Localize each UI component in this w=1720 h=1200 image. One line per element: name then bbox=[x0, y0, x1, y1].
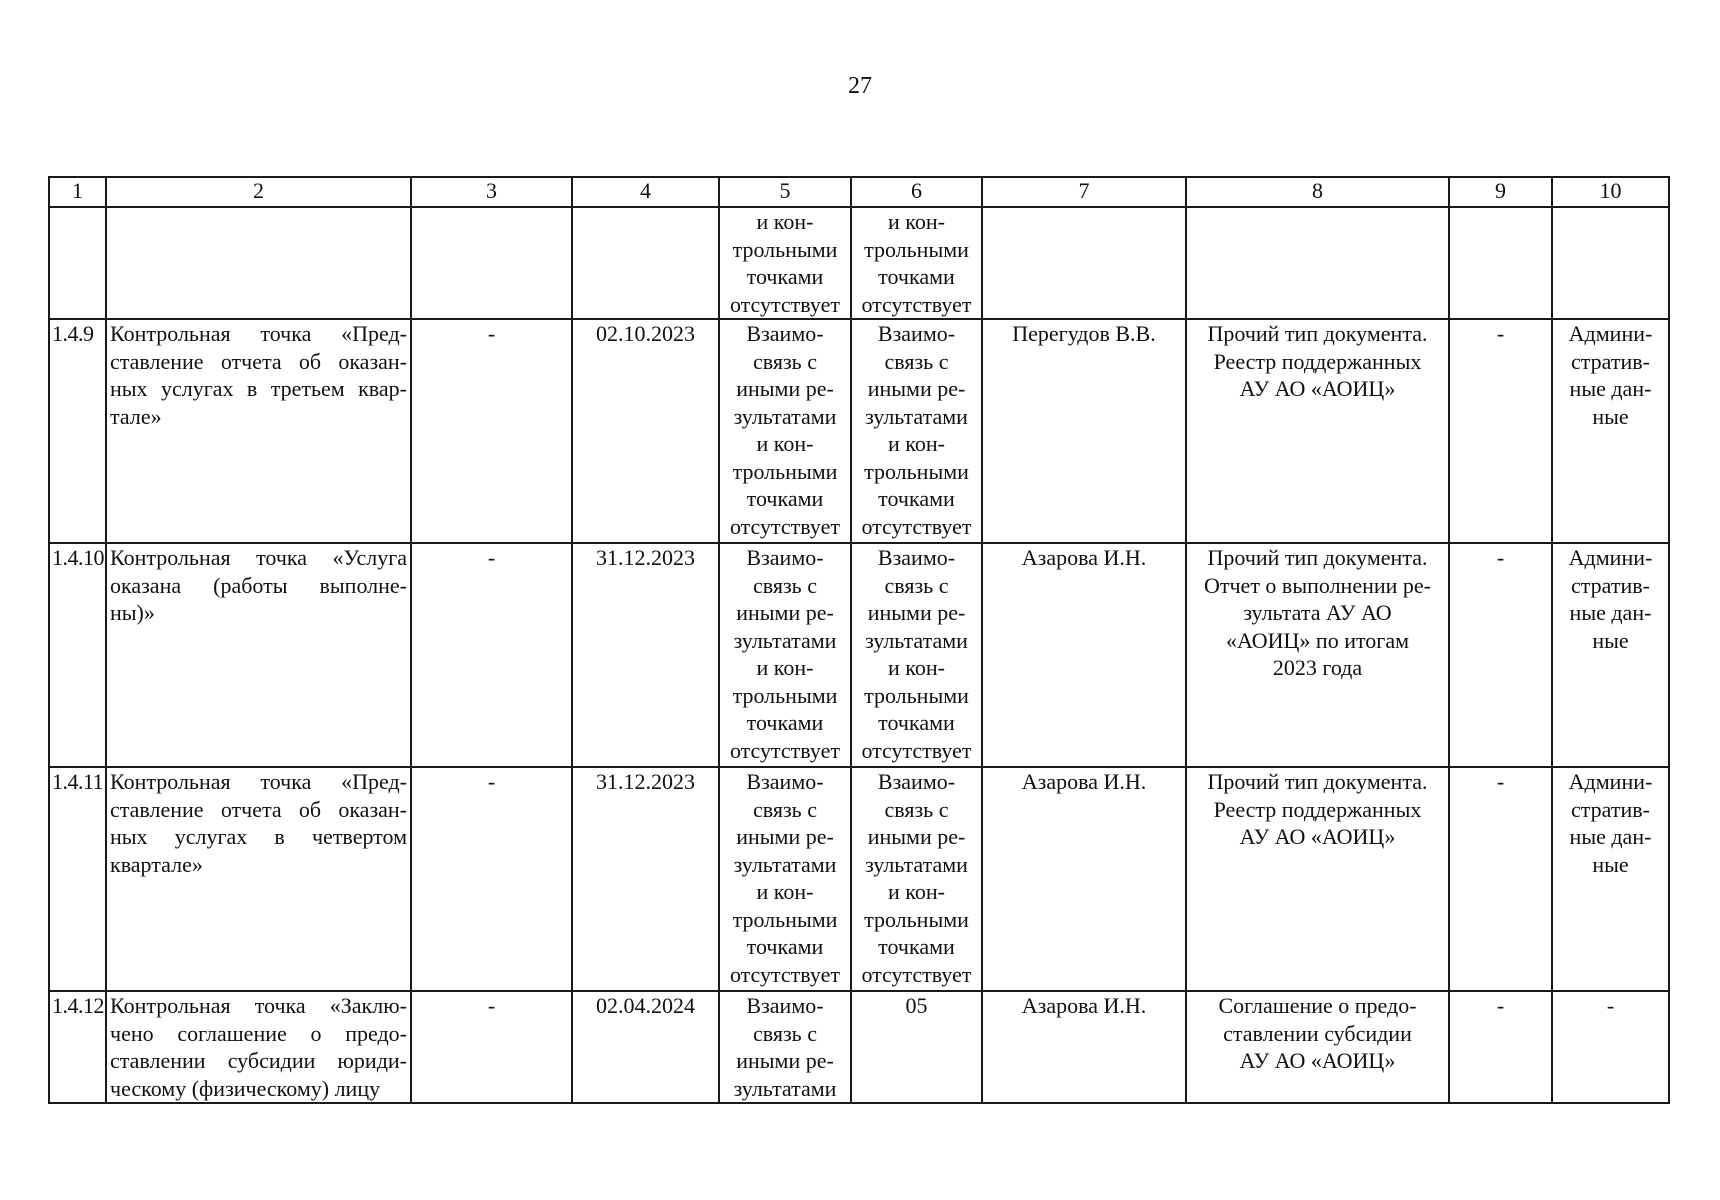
text-line: иными ре- bbox=[736, 1048, 834, 1073]
text-line: зультатами bbox=[865, 403, 968, 429]
cell-col10 bbox=[1552, 991, 1669, 1103]
text-line: трольными bbox=[864, 236, 969, 262]
text-line: АУ АО «АОИЦ» bbox=[1239, 376, 1396, 401]
text-line: Контрольная точка «Пред- bbox=[110, 769, 407, 794]
header-cell: 4 bbox=[572, 177, 719, 207]
text-line: зультатами bbox=[733, 627, 837, 653]
header-cell: 1 bbox=[49, 177, 106, 207]
text-line: «АОИЦ» по итогам bbox=[1225, 627, 1410, 653]
text-line: ные дан- bbox=[1569, 600, 1652, 625]
cell-col9: - bbox=[1449, 319, 1552, 543]
text-line: ставлении субсидии bbox=[1223, 1020, 1412, 1046]
text-line: стратив- bbox=[1571, 348, 1650, 374]
text-line: и кон- bbox=[756, 879, 814, 904]
text-line: ные дан- bbox=[1569, 824, 1652, 849]
responsible-cell: Азарова И.Н. bbox=[982, 543, 1186, 767]
name-cell bbox=[106, 767, 411, 991]
text-line: точками bbox=[746, 710, 824, 735]
text-line: точками bbox=[746, 934, 824, 959]
cell-col3: - bbox=[411, 543, 572, 767]
text-line: ны)» bbox=[110, 600, 155, 625]
date-cell: 02.04.2024 bbox=[572, 991, 719, 1103]
text-line: иными ре- bbox=[736, 600, 834, 625]
responsible-cell: Перегудов В.В. bbox=[982, 319, 1186, 543]
number-cell: 1.4.9 bbox=[49, 319, 106, 543]
cell-col3: - bbox=[411, 767, 572, 991]
document-cell bbox=[1186, 207, 1449, 319]
text-line: отсутствует bbox=[729, 291, 841, 317]
header-cell: 3 bbox=[411, 177, 572, 207]
relation-cell-col6 bbox=[851, 319, 982, 543]
text-line: ные дан- bbox=[1569, 376, 1652, 401]
text-line: ных услугах в четвертом bbox=[110, 824, 407, 849]
cell-col9 bbox=[1449, 207, 1552, 319]
text-line: и кон- bbox=[888, 655, 945, 680]
relation-cell-col5 bbox=[719, 991, 851, 1103]
text-line: Реестр поддержанных bbox=[1213, 348, 1422, 374]
header-row bbox=[49, 177, 1669, 207]
text-line: Отчет о выполнении ре- bbox=[1203, 572, 1432, 598]
number-cell: 1.4.11 bbox=[49, 767, 106, 991]
text-line: зультатами bbox=[733, 851, 837, 877]
text-line: и кон- bbox=[756, 209, 814, 234]
text-line: точками bbox=[878, 710, 955, 735]
continuation-row bbox=[49, 207, 1669, 319]
text-line: и кон- bbox=[756, 431, 814, 456]
text-line: отсутствует bbox=[861, 291, 972, 317]
text-line: и кон- bbox=[756, 655, 814, 680]
control-points-table bbox=[48, 176, 1670, 1104]
name-cell bbox=[106, 319, 411, 543]
page-number: 27 bbox=[848, 73, 872, 99]
text-line: ные bbox=[1592, 627, 1629, 653]
text-line: ческому (физическому) лицу bbox=[110, 1075, 381, 1101]
document-cell bbox=[1186, 543, 1449, 767]
text-line: стратив- bbox=[1571, 796, 1650, 822]
text-line: Прочий тип документа. bbox=[1207, 545, 1428, 570]
text-line: отсутствует bbox=[729, 513, 841, 539]
responsible-cell: Азарова И.Н. bbox=[982, 767, 1186, 991]
relation-cell-col6 bbox=[851, 207, 982, 319]
text-line: ные bbox=[1592, 851, 1629, 877]
header-cell: 6 bbox=[851, 177, 982, 207]
text-line: связь с bbox=[884, 796, 949, 822]
text-line: связь с bbox=[884, 572, 949, 598]
document-cell bbox=[1186, 991, 1449, 1103]
header-cell: 9 bbox=[1449, 177, 1552, 207]
text-line: ставлении субсидии юриди- bbox=[110, 1048, 407, 1073]
text-line: 05 bbox=[905, 993, 928, 1018]
text-line: отсутствует bbox=[729, 737, 841, 763]
date-cell: 31.12.2023 bbox=[572, 767, 719, 991]
cell-col9: - bbox=[1449, 767, 1552, 991]
relation-cell-col5 bbox=[719, 767, 851, 991]
text-line: трольными bbox=[732, 458, 838, 484]
cell-col9: - bbox=[1449, 543, 1552, 767]
text-line: зультата АУ АО bbox=[1243, 600, 1392, 625]
text-line: трольными bbox=[732, 906, 838, 932]
name-cell bbox=[106, 991, 411, 1103]
table-row bbox=[49, 991, 1669, 1103]
relation-cell-col6 bbox=[851, 767, 982, 991]
text-line: иными ре- bbox=[867, 824, 966, 849]
header-cell: 2 bbox=[106, 177, 411, 207]
text-line: Реестр поддержанных bbox=[1213, 796, 1422, 822]
text-line: точками bbox=[746, 486, 824, 511]
cell-col10 bbox=[1552, 767, 1669, 991]
text-line: Соглашение о предо- bbox=[1218, 993, 1417, 1018]
text-line: отсутствует bbox=[861, 513, 972, 539]
header-cell: 5 bbox=[719, 177, 851, 207]
cell-col10 bbox=[1552, 543, 1669, 767]
text-line: связь с bbox=[753, 796, 817, 822]
text-line: связь с bbox=[753, 1020, 817, 1046]
text-line: - bbox=[1606, 993, 1615, 1018]
text-line: ных услугах в третьем квар- bbox=[110, 376, 407, 401]
cell-col10 bbox=[1552, 207, 1669, 319]
text-line: Взаимо- bbox=[877, 545, 956, 570]
relation-cell-col5 bbox=[719, 543, 851, 767]
text-line: трольными bbox=[864, 906, 969, 932]
name-cell bbox=[106, 543, 411, 767]
relation-cell-col5 bbox=[719, 207, 851, 319]
responsible-cell bbox=[982, 207, 1186, 319]
table-row bbox=[49, 543, 1669, 767]
text-line: тале» bbox=[110, 403, 162, 429]
cell-col9: - bbox=[1449, 991, 1552, 1103]
text-line: Взаимо- bbox=[746, 545, 824, 570]
text-line: зультатами bbox=[733, 403, 837, 429]
text-line: отсутствует bbox=[729, 961, 841, 987]
text-line: отсутствует bbox=[861, 961, 972, 987]
text-line: АУ АО «АОИЦ» bbox=[1239, 824, 1396, 849]
responsible-cell: Азарова И.Н. bbox=[982, 991, 1186, 1103]
text-line: иными ре- bbox=[867, 376, 966, 401]
text-line: связь с bbox=[753, 348, 817, 374]
text-line: точками bbox=[746, 264, 824, 289]
text-line: Контрольная точка «Пред- bbox=[110, 321, 407, 346]
text-line: точками bbox=[878, 934, 955, 959]
text-line: Взаимо- bbox=[746, 769, 824, 794]
relation-cell-col5 bbox=[719, 319, 851, 543]
date-cell: 31.12.2023 bbox=[572, 543, 719, 767]
cell-col3: - bbox=[411, 319, 572, 543]
document-cell bbox=[1186, 319, 1449, 543]
text-line: оказана (работы выполне- bbox=[110, 572, 407, 598]
header-cell: 7 bbox=[982, 177, 1186, 207]
text-line: связь с bbox=[884, 348, 949, 374]
text-line: иными ре- bbox=[867, 600, 966, 625]
text-line: связь с bbox=[753, 572, 817, 598]
text-line: иными ре- bbox=[736, 376, 834, 401]
text-line: Прочий тип документа. bbox=[1207, 321, 1428, 346]
text-line: 2023 года bbox=[1272, 655, 1363, 680]
name-cell bbox=[106, 207, 411, 319]
text-line: ные bbox=[1592, 403, 1629, 429]
text-line: Админи- bbox=[1568, 769, 1653, 794]
text-line: точками bbox=[878, 486, 955, 511]
text-line: Взаимо- bbox=[877, 769, 956, 794]
text-line: зультатами bbox=[865, 627, 968, 653]
cell-col10 bbox=[1552, 319, 1669, 543]
cell-col3 bbox=[411, 207, 572, 319]
text-line: трольными bbox=[864, 682, 969, 708]
text-line: зультатами bbox=[733, 1075, 837, 1101]
text-line: стратив- bbox=[1571, 572, 1650, 598]
text-line: трольными bbox=[732, 236, 838, 262]
text-line: трольными bbox=[732, 682, 838, 708]
text-line: Админи- bbox=[1568, 545, 1653, 570]
text-line: ставление отчета об оказан- bbox=[110, 348, 407, 374]
text-line: трольными bbox=[864, 458, 969, 484]
text-line: Контрольная точка «Заклю- bbox=[110, 993, 407, 1018]
number-cell bbox=[49, 207, 106, 319]
table-row bbox=[49, 767, 1669, 991]
text-line: Админи- bbox=[1568, 321, 1653, 346]
relation-cell-col6 bbox=[851, 543, 982, 767]
header-cell: 8 bbox=[1186, 177, 1449, 207]
text-line: квартале» bbox=[110, 851, 203, 877]
text-line: иными ре- bbox=[736, 824, 834, 849]
text-line: зультатами bbox=[865, 851, 968, 877]
document-cell bbox=[1186, 767, 1449, 991]
text-line: и кон- bbox=[888, 431, 945, 456]
table-row bbox=[49, 319, 1669, 543]
text-line: Прочий тип документа. bbox=[1207, 769, 1428, 794]
text-line: и кон- bbox=[888, 879, 945, 904]
text-line: Взаимо- bbox=[746, 321, 824, 346]
text-line: точками bbox=[878, 264, 955, 289]
date-cell: 02.10.2023 bbox=[572, 319, 719, 543]
relation-cell-col6 bbox=[851, 991, 982, 1103]
text-line: и кон- bbox=[888, 209, 945, 234]
text-line: Взаимо- bbox=[877, 321, 956, 346]
text-line: отсутствует bbox=[861, 737, 972, 763]
number-cell: 1.4.12 bbox=[49, 991, 106, 1103]
number-cell: 1.4.10 bbox=[49, 543, 106, 767]
text-line: чено соглашение о предо- bbox=[110, 1020, 407, 1046]
date-cell bbox=[572, 207, 719, 319]
cell-col3: - bbox=[411, 991, 572, 1103]
text-line: АУ АО «АОИЦ» bbox=[1239, 1048, 1396, 1073]
text-line: Контрольная точка «Услуга bbox=[110, 545, 407, 570]
header-cell: 10 bbox=[1552, 177, 1669, 207]
text-line: ставление отчета об оказан- bbox=[110, 796, 407, 822]
table-body bbox=[49, 177, 1669, 1103]
text-line: Взаимо- bbox=[746, 993, 824, 1018]
